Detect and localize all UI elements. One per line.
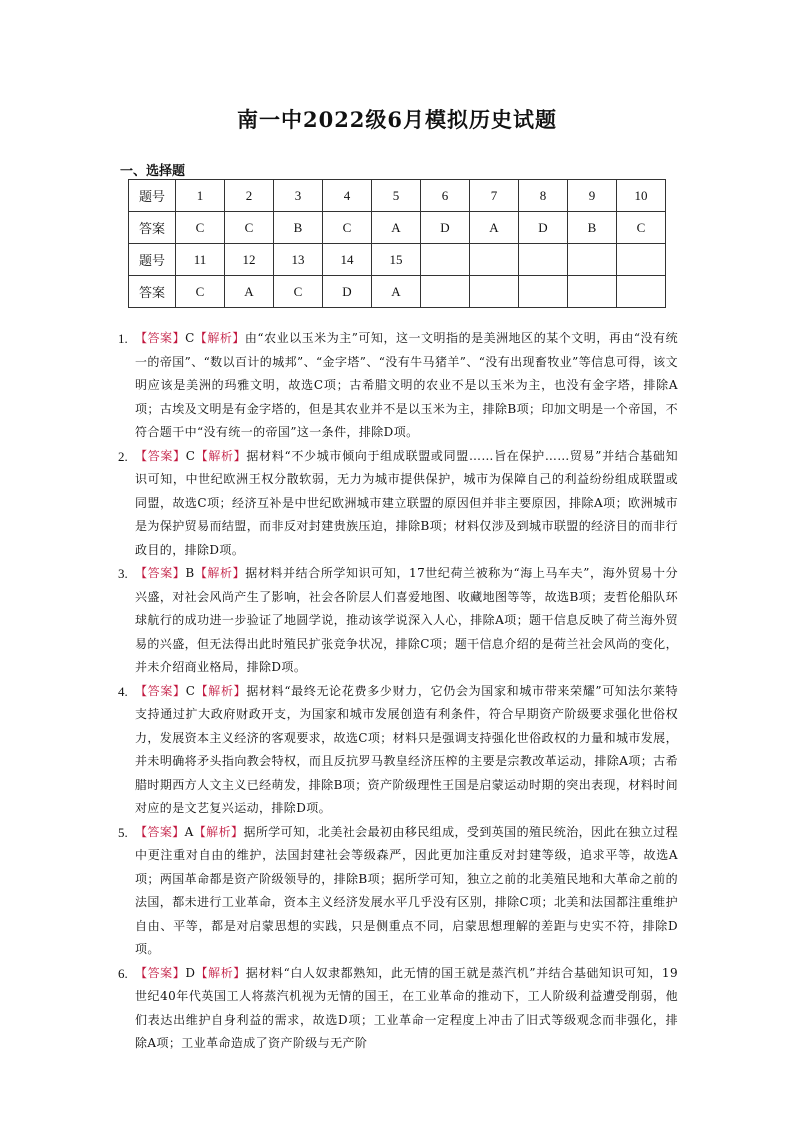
answer-tag: 【答案】 [135, 965, 186, 980]
analysis-tag: 【解析】 [195, 683, 247, 698]
table-cell: 11 [176, 244, 225, 276]
answer-letter: C [185, 448, 196, 463]
table-cell: 12 [225, 244, 274, 276]
analysis-tag: 【解析】 [194, 331, 245, 345]
table-cell: 5 [372, 180, 421, 212]
analysis-tag: 【解析】 [193, 824, 244, 839]
analysis-text: 据所学可知，北美社会最初由移民组成，受到英国的殖民统治，因此在独立过程中更注重对自由的维护，法国封建社会等级森严，因此更加注重反对封建等级，追求平等，故选A项；两国革命都是资产阶级领导的，排除B项；据所学可知，独立之前的北美殖民地和大革命之前的法国，都未进行工业革命，资本主义经济发展水平几乎没有区别，排除C项；北美和法国都注重维护自由、平等，都是对启蒙思想的实践，只是侧重点不同，启蒙思想理解的差距与史实不符，排除D项。 [135, 824, 678, 956]
table-cell: 14 [323, 244, 372, 276]
analysis-text: 据材料“最终无论花费多少财力，它仍会为国家和城市带来荣耀”可知法尔莱特支持通过扩大政府财政开支，为国家和城市发展创造有利条件，符合早期资产阶级要求强化世俗权力，发展资本主义经济的客观要求，故选C项；材料只是强调支持强化世俗政权的力量和城市发展，并未明确将矛头指向教会特权，而且反抗罗马教皇经济压榨的主要是宗教改革运动，排除A项；古希腊时期西方人文主义已经萌发，排除B项；资产阶级理性王国是启蒙运动时期的突出表现，材料时间对应的是文艺复兴运动，排除D项。 [135, 683, 678, 815]
table-cell [470, 276, 519, 308]
answer-letter: C [185, 331, 195, 345]
analysis-tag: 【解析】 [195, 448, 247, 463]
analysis-text: 据材料“不少城市倾向于组成联盟或同盟……旨在保护……贸易”并结合基础知识可知，中世纪欧洲王权分散软弱，无力为城市提供保护，城市为保障自己的利益纷纷组成联盟或同盟，故选C项；经济互补是中世纪欧洲城市建立联盟的原因但并非主要原因，排除A项；欧洲城市是为保护贸易而结盟，而非反对封建贵族压迫，排除B项；材料仅涉及到城市联盟的经济目的而非行政目的，排除D项。 [135, 448, 678, 557]
analysis-text: 据材料“白人奴隶都熟知，此无情的国王就是蒸汽机”并结合基础知识可知，19世纪40年代英国工人将蒸汽机视为无情的国王，在工业革命的推动下，工人阶级利益遭受削弱，他们表达出维护自身利益的需求，故选D项；工业革命一定程度上冲击了旧式等级观念而非强化，排除A项；工业革命造成了资产阶级与无产阶 [135, 965, 678, 1050]
table-row [129, 244, 666, 276]
analysis-tag: 【解析】 [195, 965, 246, 980]
answer-tag: 【答案】 [135, 331, 186, 345]
answer-tag: 【答案】 [135, 824, 185, 839]
table-cell [519, 276, 568, 308]
answer-tag: 【答案】 [135, 448, 186, 463]
table-cell [421, 276, 470, 308]
item-body [135, 445, 678, 563]
page-title: 南一中2022级6月模拟历史试题 [236, 107, 558, 132]
table-cell: C [617, 212, 666, 244]
table-cell: B [568, 212, 617, 244]
table-cell: A [372, 276, 421, 308]
table-cell [617, 276, 666, 308]
table-cell: C [225, 212, 274, 244]
list-item [118, 962, 678, 1056]
table-cell [568, 276, 617, 308]
table-row [129, 180, 666, 212]
table-cell: 7 [470, 180, 519, 212]
section-heading: 一、选择题 [120, 164, 186, 179]
table-cell: C [274, 276, 323, 308]
table-cell: B [274, 212, 323, 244]
table-cell: C [323, 212, 372, 244]
table-cell [519, 244, 568, 276]
item-number: 5. [118, 824, 128, 840]
item-number: 2. [118, 448, 128, 464]
table-cell: A [470, 212, 519, 244]
item-number: 3. [118, 566, 128, 581]
table-cell: 6 [421, 180, 470, 212]
table-cell: 1 [176, 180, 225, 212]
item-number: 6. [118, 965, 128, 981]
table-row [129, 212, 666, 244]
table-cell: C [176, 212, 225, 244]
table-cell [617, 244, 666, 276]
item-number: 1. [118, 331, 128, 346]
table-cell [470, 244, 519, 276]
item-number: 4. [118, 683, 128, 699]
analysis-text: 据材料并结合所学知识可知，17世纪荷兰被称为“海上马车夫”，海外贸易十分兴盛，对社会风尚产生了影响，社会各阶层人们喜爱地图、收藏地图等等，故选B项；麦哲伦船队环球航行的成功进一步验证了地圆学说，推动该学说深入人心，排除A项；题干信息反映了荷兰海外贸易的兴盛，但无法得出此时殖民扩张竞争状况，排除C项；题干信息介绍的是荷兰社会风尚的变化，并未介绍商业格局，排除D项。 [135, 566, 678, 674]
item-body [135, 562, 678, 680]
table-cell: 8 [519, 180, 568, 212]
table-cell: 4 [323, 180, 372, 212]
table-cell: 10 [617, 180, 666, 212]
table-cell: 2 [225, 180, 274, 212]
answer-tag: 【答案】 [135, 683, 186, 698]
analysis-tag: 【解析】 [194, 566, 246, 580]
list-item [118, 327, 678, 445]
table-cell: 13 [274, 244, 323, 276]
table-cell [421, 244, 470, 276]
list-item [118, 821, 678, 962]
item-body [135, 327, 678, 445]
table-row-label: 题号 [129, 180, 176, 212]
item-body [135, 962, 678, 1056]
item-body [135, 680, 678, 821]
table-row-label: 答案 [129, 276, 176, 308]
answer-letter: A [184, 824, 194, 839]
item-body [135, 821, 678, 962]
table-cell: 15 [372, 244, 421, 276]
table-cell: D [519, 212, 568, 244]
table-cell: A [372, 212, 421, 244]
answer-letter: D [185, 965, 196, 980]
table-cell: A [225, 276, 274, 308]
table-cell: D [421, 212, 470, 244]
analysis-text: 由“农业以玉米为主”可知，这一文明指的是美洲地区的某个文明，再由“没有统一的帝国”、“数以百计的城邦”、“金字塔”、“没有牛马猪羊”、“没有出现畜牧业”等信息可得，该文明应该是美洲的玛雅文明，故选C项；古希腊文明的农业不是以玉米为主，也没有金字塔，排除A项；古埃及文明是有金字塔的，但是其农业并不是以玉米为主，排除B项；印加文明是一个帝国，不符合题干中“没有统一的帝国”这一条件，排除D项。 [135, 331, 678, 439]
answer-letter: C [185, 683, 196, 698]
table-cell: C [176, 276, 225, 308]
table-row [129, 276, 666, 308]
table-cell: 3 [274, 180, 323, 212]
answer-letter: B [185, 566, 195, 580]
answer-tag: 【答案】 [135, 566, 186, 580]
table-cell: D [323, 276, 372, 308]
table-cell [568, 244, 617, 276]
answer-table [128, 179, 666, 308]
table-row-label: 答案 [129, 212, 176, 244]
table-cell: 9 [568, 180, 617, 212]
list-item [118, 562, 678, 680]
explanations [118, 327, 678, 1056]
table-row-label: 题号 [129, 244, 176, 276]
list-item [118, 445, 678, 563]
list-item [118, 680, 678, 821]
